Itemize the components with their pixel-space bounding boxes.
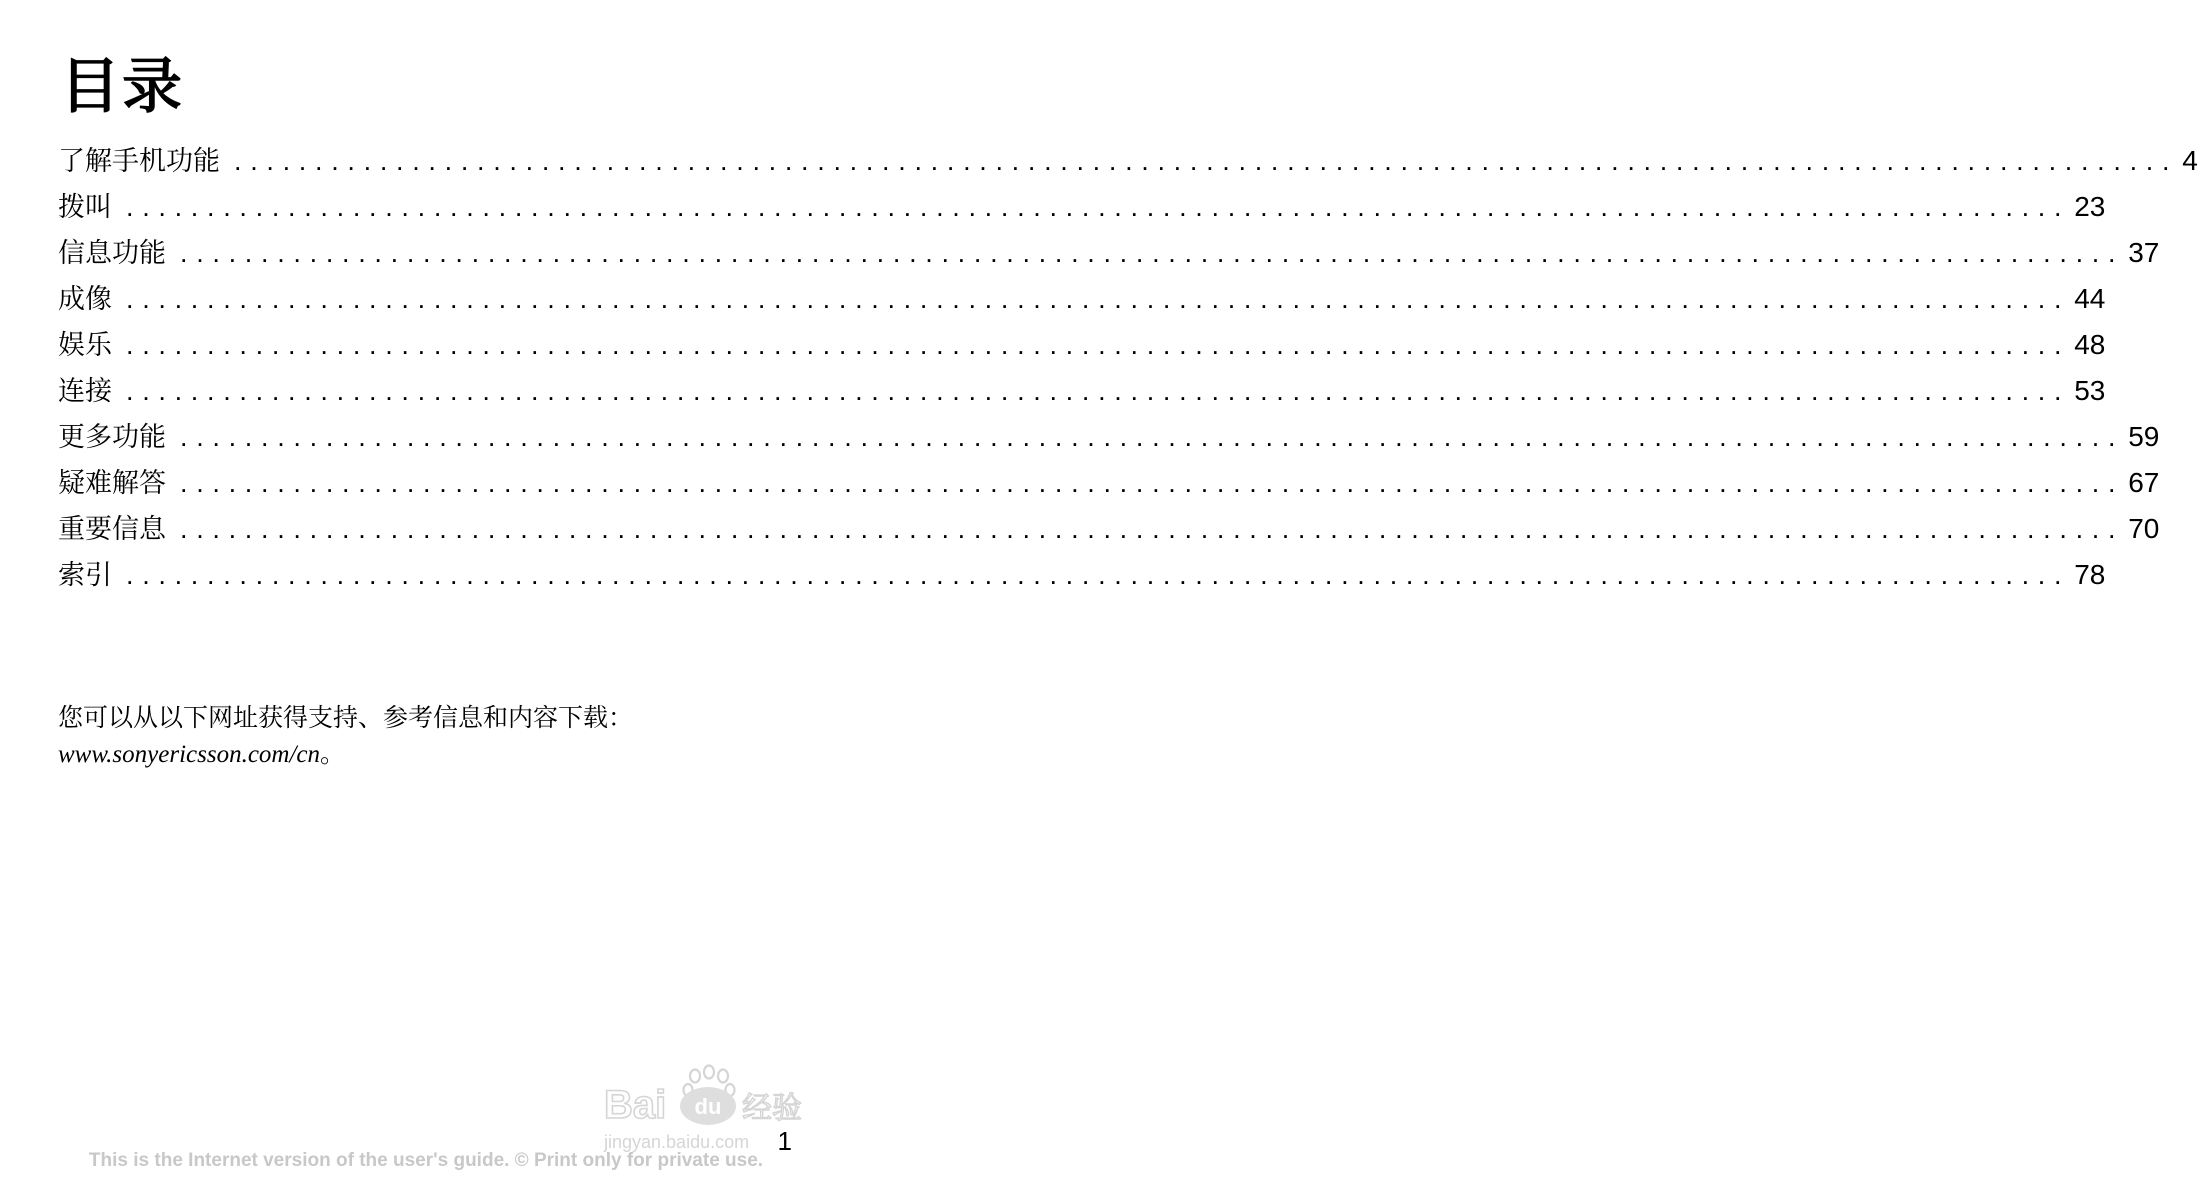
footer-notice: This is the Internet version of the user's guide. © Print only for private use. [88,1150,764,1171]
toc-entry-connectivity[interactable] [58,368,2106,414]
svg-text:du: du [694,1094,722,1119]
toc-dot-leader: ........................................................................................................................ [234,146,2179,176]
toc-entry-page: 37 [2128,237,2160,268]
toc-entry-page: 48 [2074,329,2106,360]
toc-entry-important-info[interactable] [58,506,2160,552]
toc-entry-label: 成像 [58,284,112,315]
toc-dot-leader: ........................................................................................................................ [126,560,2071,590]
toc-dot-leader: ........................................................................................................................ [126,192,2071,222]
toc-entry-page: 44 [2074,283,2106,314]
page-title: 目录 [60,52,184,122]
toc-entry-more-features[interactable] [58,414,2160,460]
toc-entry-imaging[interactable] [58,276,2106,322]
baidu-jingyan-watermark-logo [600,1058,800,1158]
toc-entry-label: 疑难解答 [58,468,166,499]
support-url-line [58,736,633,773]
support-text: 您可以从以下网址获得支持、参考信息和内容下载： [58,703,634,732]
toc-entry-label: 了解手机功能 [58,146,220,177]
toc-entry-label: 娱乐 [58,330,112,361]
support-info [58,700,633,773]
toc-entry-page: 78 [2074,559,2106,590]
toc-entry-page: 67 [2128,467,2160,498]
toc-entry-page: 23 [2074,191,2106,222]
toc-entry-messaging[interactable] [58,230,2160,276]
toc-entry-index[interactable] [58,552,2106,598]
toc-entry-understanding-phone[interactable] [58,138,2198,184]
support-url-link[interactable]: www.sonyericsson.com/cn [58,741,321,768]
svg-text:jingyan.baidu.com: jingyan.baidu.com [604,1132,750,1152]
toc-dot-leader: ........................................................................................................................ [180,468,2125,498]
toc-entry-calling[interactable] [58,184,2106,230]
toc-entry-label: 信息功能 [58,238,166,269]
toc-dot-leader: ........................................................................................................................ [126,376,2071,406]
toc-dot-leader: ........................................................................................................................ [180,514,2125,544]
table-of-contents [58,138,2198,598]
toc-dot-leader: ........................................................................................................................ [180,422,2125,452]
toc-entry-entertainment[interactable] [58,322,2106,368]
page-number: 1 [777,1126,792,1156]
toc-entry-page: 53 [2074,375,2106,406]
toc-entry-page: 4 [2182,145,2198,176]
toc-entry-page: 70 [2128,513,2160,544]
toc-entry-label: 拨叫 [58,192,112,223]
toc-dot-leader: ........................................................................................................................ [126,284,2071,314]
svg-text:Bai: Bai [604,1083,667,1127]
toc-dot-leader: ........................................................................................................................ [180,238,2125,268]
toc-dot-leader: ........................................................................................................................ [126,330,2071,360]
svg-text:经验: 经验 [742,1091,802,1126]
toc-entry-label: 索引 [58,560,112,591]
support-url-period: 。 [320,739,346,768]
toc-entry-label: 重要信息 [58,514,166,545]
toc-entry-label: 连接 [58,376,112,407]
toc-entry-page: 59 [2128,421,2160,452]
toc-entry-label: 更多功能 [58,422,166,453]
toc-entry-troubleshooting[interactable] [58,460,2160,506]
